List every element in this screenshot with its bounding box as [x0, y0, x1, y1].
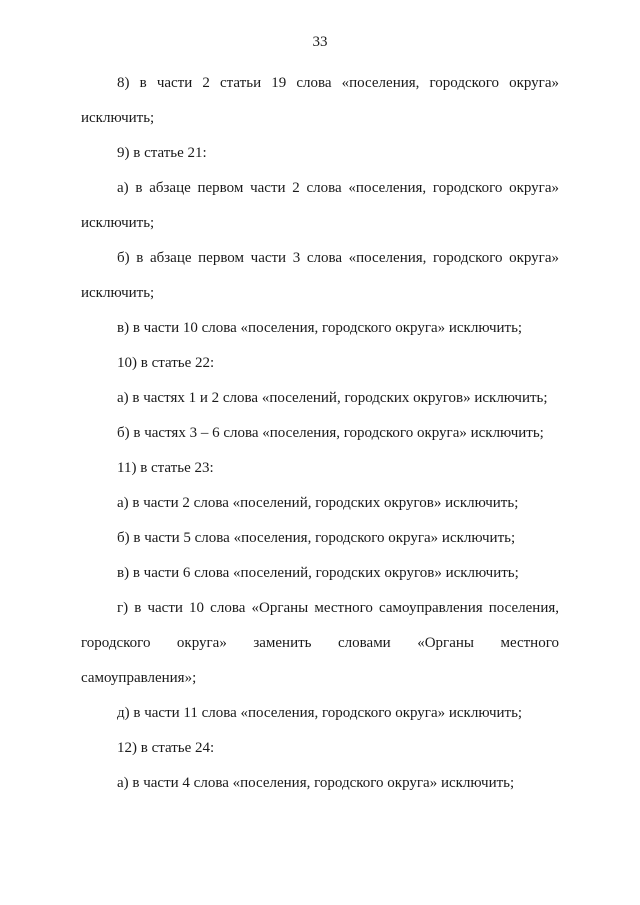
paragraph-11b: б) в части 5 слова «поселения, городского округа» исключить; — [117, 530, 516, 546]
paragraph-11g: г) в части 10 слова «Органы местного самоуправления поселения, городского округа» заменить словами «Органы местного самоуправления»; — [81, 600, 559, 686]
paragraph-11d: д) в части 11 слова «поселения, городского округа» исключить; — [117, 705, 523, 721]
paragraph-11a: а) в части 2 слова «поселений, городских округов» исключить; — [117, 495, 519, 511]
paragraph-12: 12) в статье 24: — [117, 740, 215, 756]
paragraph-9v: в) в части 10 слова «поселения, городского округа» исключить; — [117, 320, 523, 336]
paragraph-10b: б) в частях 3 – 6 слова «поселения, городского округа» исключить; — [117, 425, 544, 441]
page-number: 33 — [312, 34, 328, 50]
paragraph-11v: в) в части 6 слова «поселений, городских округов» исключить; — [117, 565, 519, 581]
paragraph-10: 10) в статье 22: — [117, 355, 215, 371]
paragraph-9a: а) в абзаце первом части 2 слова «поселения, городского округа» исключить; — [81, 180, 559, 231]
paragraph-8: 8) в части 2 статьи 19 слова «поселения, городского округа» исключить; — [81, 75, 559, 126]
paragraph-10a: а) в частях 1 и 2 слова «поселений, городских округов» исключить; — [117, 390, 548, 406]
paragraph-12a: а) в части 4 слова «поселения, городского округа» исключить; — [117, 775, 515, 791]
paragraph-9b: б) в абзаце первом части 3 слова «поселения, городского округа» исключить; — [81, 250, 559, 301]
paragraph-9: 9) в статье 21: — [117, 145, 207, 161]
paragraph-11: 11) в статье 23: — [117, 460, 214, 476]
